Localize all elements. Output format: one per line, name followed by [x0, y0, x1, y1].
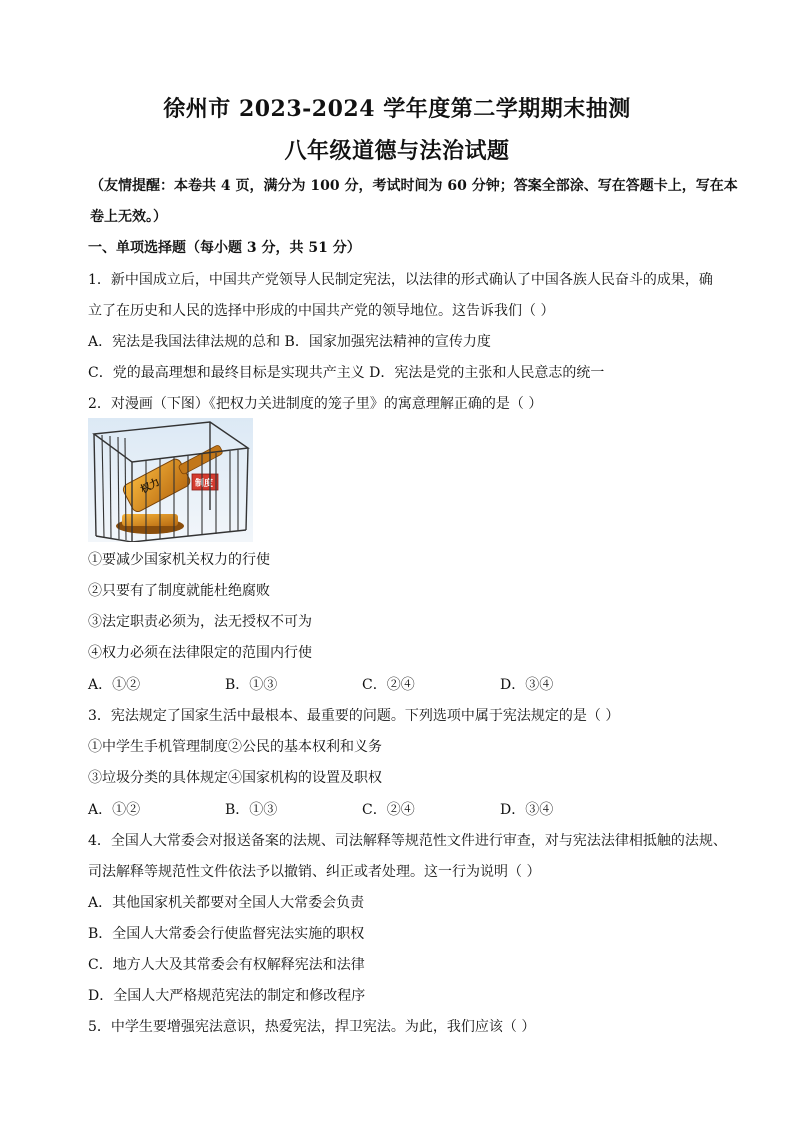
q3-items-line-1: ①中学生手机管理制度②公民的基本权利和义务 [88, 739, 382, 755]
q4-option-d: D．全国人大严格规范宪法的制定和修改程序 [88, 988, 366, 1004]
notice-line-1: （友情提醒：本卷共 4 页，满分为 100 分，考试时间为 60 分钟；答案全部涂、写在答题卡上，写在本 [90, 178, 738, 194]
q3-items-line-2: ③垃圾分类的具体规定④国家机构的设置及职权 [88, 770, 382, 786]
q1-options-ab: A．宪法是我国法律法规的总和 B．国家加强宪法精神的宣传力度 [88, 334, 491, 350]
q1-options-cd: C．党的最高理想和最终目标是实现共产主义 D．宪法是党的主张和人民意志的统一 [88, 365, 605, 381]
q4-stem-line-2: 司法解释等规范性文件依法予以撤销、纠正或者处理。这一行为说明（ ） [88, 864, 541, 880]
q5-stem: 5．中学生要增强宪法意识，热爱宪法，捍卫宪法。为此，我们应该（ ） [88, 1019, 536, 1035]
q1-stem-line-2: 立了在历史和人民的选择中形成的中国共产党的领导地位。这告诉我们（ ） [88, 303, 555, 319]
q4-option-a: A．其他国家机关都要对全国人大常委会负责 [88, 895, 365, 911]
cartoon-label-power: 权力 [139, 476, 162, 496]
q2-item-4: ④权力必须在法律限定的范围内行使 [88, 645, 312, 661]
q1-stem-line-1: 1．新中国成立后，中国共产党领导人民制定宪法，以法律的形式确认了中国各族人民奋斗的成果，确 [88, 272, 713, 288]
q4-stem-line-1: 4．全国人大常委会对报送备案的法规、司法解释等规范性文件进行审查，对与宪法法律相抵触的法规、 [88, 833, 727, 849]
q2-option-a: A．①② [88, 677, 141, 693]
page-subtitle: 八年级道德与法治试题 [284, 138, 510, 164]
q2-option-c: C．②④ [362, 677, 415, 693]
q3-option-d: D．③④ [500, 802, 554, 818]
q2-option-b: B．①③ [225, 677, 278, 693]
q3-stem: 3．宪法规定了国家生活中最根本、最重要的问题。下列选项中属于宪法规定的是（ ） [88, 708, 620, 724]
q2-item-2: ②只要有了制度就能杜绝腐败 [88, 583, 270, 599]
q2-item-1: ①要减少国家机关权力的行使 [88, 552, 270, 568]
section-heading: 一、单项选择题（每小题 3 分，共 51 分） [88, 240, 361, 256]
q3-option-a: A．①② [88, 802, 141, 818]
cartoon-label-system: 制度 [195, 479, 214, 489]
q4-option-b: B．全国人大常委会行使监督宪法实施的职权 [88, 926, 365, 942]
q3-option-b: B．①③ [225, 802, 278, 818]
q2-item-3: ③法定职责必须为，法无授权不可为 [88, 614, 312, 630]
q4-option-c: C．地方人大及其常委会有权解释宪法和法律 [88, 957, 365, 973]
page-title: 徐州市 2023-2024 学年度第二学期期末抽测 [163, 96, 631, 122]
q2-option-d: D．③④ [500, 677, 554, 693]
q2-stem: 2．对漫画（下图）《把权力关进制度的笼子里》的寓意理解正确的是（ ） [88, 396, 543, 412]
notice-line-2: 卷上无效。） [90, 209, 167, 225]
q3-option-c: C．②④ [362, 802, 415, 818]
cartoon-power-in-cage-image [88, 418, 253, 542]
